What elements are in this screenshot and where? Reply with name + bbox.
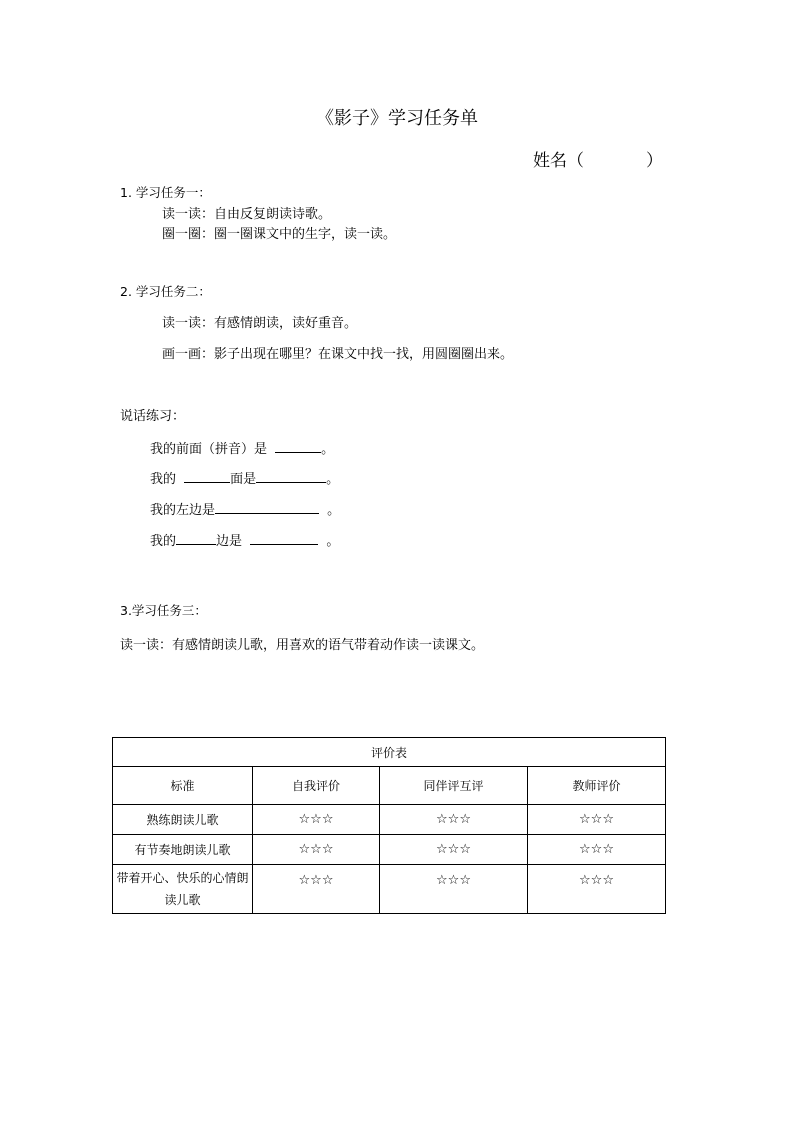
fill-blank[interactable] — [256, 468, 326, 483]
name-label: 姓名（ — [533, 151, 584, 171]
speaking-sentence-3 — [150, 499, 340, 518]
task3-heading: 3.学习任务三： — [120, 603, 207, 618]
column-header: 教师评价 — [528, 767, 666, 805]
column-header: 自我评价 — [253, 767, 380, 805]
sentence-end: 。 — [326, 472, 340, 487]
table-row — [113, 805, 666, 835]
fill-blank[interactable] — [215, 499, 319, 514]
name-field[interactable] — [533, 146, 663, 171]
star-rating[interactable]: ☆☆☆ — [253, 865, 380, 914]
star-rating[interactable]: ☆☆☆ — [528, 835, 666, 865]
page-title: 《影子》学习任务单 — [316, 108, 478, 129]
evaluation-table — [112, 737, 666, 914]
task2-line2: 画一画：影子出现在哪里？在课文中找一找，用圆圈圈出来。 — [162, 347, 514, 362]
sentence-end: 。 — [326, 534, 340, 549]
sentence-text: 面是 — [230, 472, 257, 487]
task2-heading: 2. 学习任务二： — [120, 284, 211, 299]
criterion-cell: 带着开心、快乐的心情朗读儿歌 — [113, 865, 253, 914]
fill-blank[interactable] — [184, 468, 230, 483]
column-header: 同伴评互评 — [380, 767, 528, 805]
table-caption: 评价表 — [113, 738, 666, 767]
table-caption-row — [113, 738, 666, 767]
fill-blank[interactable] — [275, 438, 321, 453]
sentence-text: 我的前面（拼音）是 — [150, 442, 268, 457]
column-header: 标准 — [113, 767, 253, 805]
sentence-end: 。 — [327, 503, 341, 518]
task1-line1: 读一读：自由反复朗读诗歌。 — [162, 207, 332, 222]
sentence-text: 我的 — [150, 472, 177, 487]
task2-line1: 读一读：有感情朗读，读好重音。 — [162, 316, 358, 331]
table-row — [113, 865, 666, 914]
sentence-end: 。 — [321, 442, 335, 457]
name-close: ） — [646, 151, 663, 171]
task1-heading: 1. 学习任务一： — [120, 185, 211, 200]
speaking-sentence-4 — [150, 530, 339, 549]
star-rating[interactable]: ☆☆☆ — [253, 805, 380, 835]
fill-blank[interactable] — [176, 530, 216, 545]
star-rating[interactable]: ☆☆☆ — [253, 835, 380, 865]
criterion-cell: 有节奏地朗读儿歌 — [113, 835, 253, 865]
fill-blank[interactable] — [250, 530, 318, 545]
table-row — [113, 835, 666, 865]
star-rating[interactable]: ☆☆☆ — [380, 835, 528, 865]
task1-line2: 圈一圈：圈一圈课文中的生字，读一读。 — [162, 227, 397, 242]
star-rating[interactable]: ☆☆☆ — [528, 865, 666, 914]
speaking-heading: 说话练习： — [120, 409, 186, 424]
task3-line1: 读一读：有感情朗读儿歌，用喜欢的语气带着动作读一读课文。 — [120, 638, 485, 653]
sentence-text: 我的 — [150, 534, 177, 549]
sentence-text: 我的左边是 — [150, 503, 216, 518]
sentence-text: 边是 — [216, 534, 243, 549]
criterion-cell: 熟练朗读儿歌 — [113, 805, 253, 835]
speaking-sentence-2 — [150, 468, 339, 487]
star-rating[interactable]: ☆☆☆ — [380, 865, 528, 914]
star-rating[interactable]: ☆☆☆ — [528, 805, 666, 835]
table-header-row — [113, 767, 666, 805]
speaking-sentence-1 — [150, 438, 334, 457]
star-rating[interactable]: ☆☆☆ — [380, 805, 528, 835]
